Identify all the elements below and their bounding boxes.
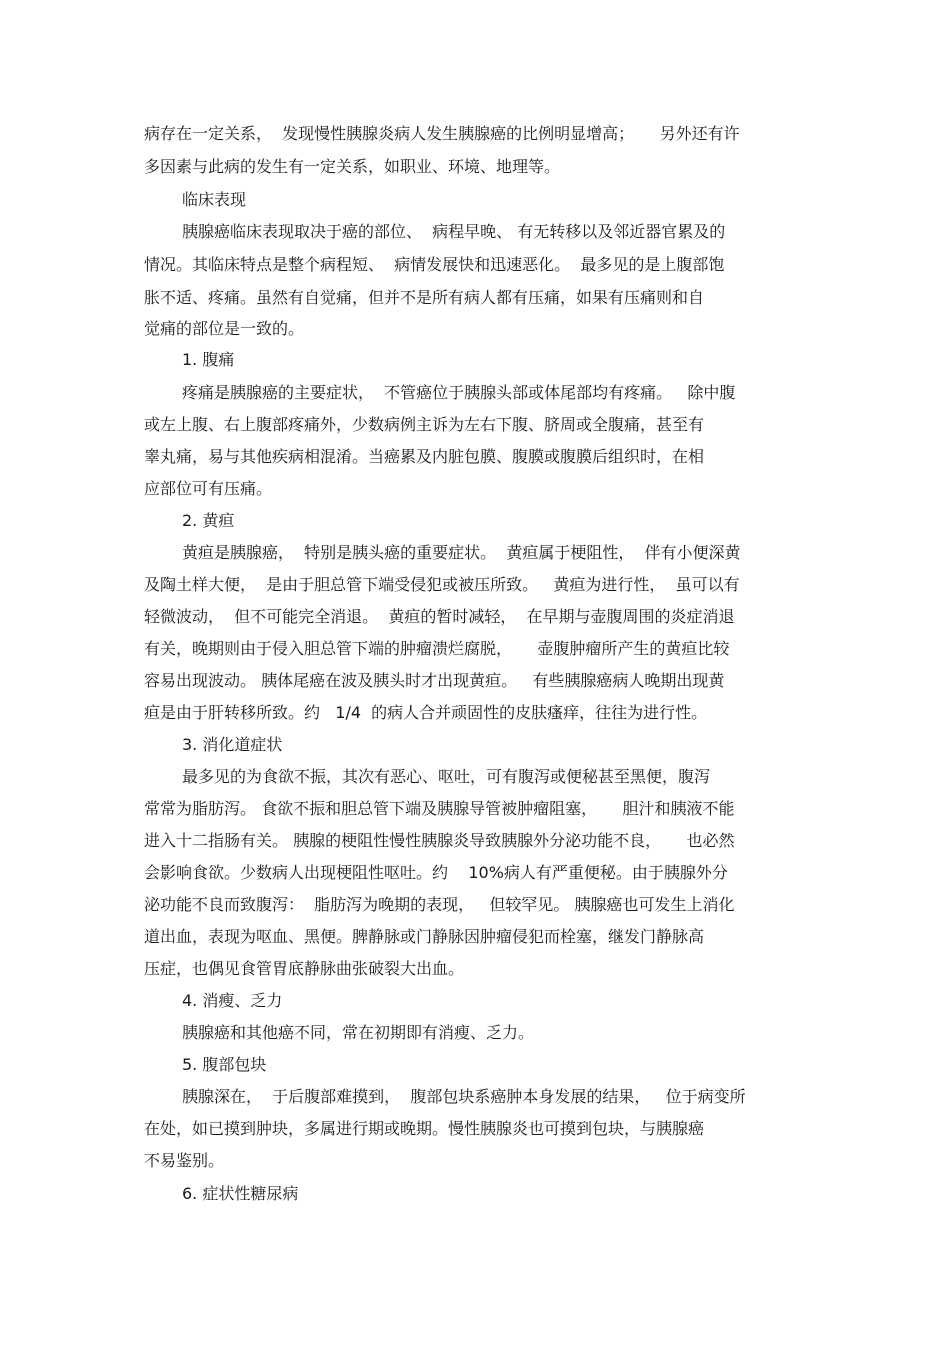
text-line: 有关，晚期则由于侵入胆总管下端的肿瘤溃烂腐脱， 壶腹肿瘤所产生的黄疸比较 (144, 639, 730, 658)
text-line: 或左上腹、右上腹部疼痛外，少数病例主诉为左右下腹、脐周或全腹痛，甚至有 (144, 415, 705, 434)
text-line: 黄疸是胰腺癌， 特别是胰头癌的重要症状。 黄疸属于梗阻性， 伴有小便深黄 (182, 543, 741, 562)
text-line: 容易出现波动。 胰体尾癌在波及胰头时才出现黄疸。 有些胰腺癌病人晚期出现黄 (144, 671, 725, 690)
text-line: 病存在一定关系， 发现慢性胰腺炎病人发生胰腺癌的比例明显增高； 另外还有许 (144, 124, 740, 143)
text-line: 胰腺深在， 于后腹部难摸到， 腹部包块系癌肿本身发展的结果， 位于病变所 (182, 1087, 746, 1106)
section-heading: 6. 症状性糖尿病 (182, 1184, 299, 1203)
section-heading: 5. 腹部包块 (182, 1055, 267, 1074)
text-line: 觉痛的部位是一致的。 (144, 319, 305, 338)
text-line: 胰腺癌和其他癌不同，常在初期即有消瘦、乏力。 (182, 1023, 535, 1042)
section-heading: 3. 消化道症状 (182, 735, 283, 754)
section-heading: 2. 黄疸 (182, 511, 235, 530)
text-line: 常常为脂肪泻。 食欲不振和胆总管下端及胰腺导管被肿瘤阻塞， 胆汁和胰液不能 (144, 799, 735, 818)
text-line: 胰腺癌临床表现取决于癌的部位、 病程早晚、 有无转移以及邻近器官累及的 (182, 222, 726, 241)
text-line: 压症，也偶见食管胃底静脉曲张破裂大出血。 (144, 959, 465, 978)
text-line: 泌功能不良而致腹泻： 脂肪泻为晚期的表现， 但较罕见。 胰腺癌也可发生上消化 (144, 895, 735, 914)
text-line: 情况。其临床特点是整个病程短、 病情发展快和迅速恶化。 最多见的是上腹部饱 (144, 255, 725, 274)
text-line: 道出血，表现为呕血、黑便。脾静脉或门静脉因肿瘤侵犯而栓塞，继发门静脉高 (144, 927, 705, 946)
section-heading: 4. 消瘦、乏力 (182, 991, 283, 1010)
text-line: 不易鉴别。 (144, 1151, 225, 1170)
text-line: 轻微波动， 但不可能完全消退。 黄疸的暂时减轻， 在早期与壶腹周围的炎症消退 (144, 607, 735, 626)
text-line: 疸是由于肝转移所致。约 1/4 的病人合并顽固性的皮肤瘙痒，往往为进行性。 (144, 703, 708, 722)
text-line: 会影响食欲。少数病人出现梗阻性呕吐。约 10%病人有严重便秘。由于胰腺外分 (144, 863, 728, 882)
text-line: 应部位可有压痛。 (144, 479, 273, 498)
text-line: 睾丸痛，易与其他疾病相混淆。当癌累及内脏包膜、腹膜或腹膜后组织时，在相 (144, 447, 705, 466)
text-line: 多因素与此病的发生有一定关系，如职业、环境、地理等。 (144, 157, 561, 176)
section-heading: 1. 腹痛 (182, 350, 235, 369)
text-line: 疼痛是胰腺癌的主要症状， 不管癌位于胰腺头部或体尾部均有疼痛。 除中腹 (182, 383, 736, 402)
text-line: 及陶土样大便， 是由于胆总管下端受侵犯或被压所致。 黄疸为进行性， 虽可以有 (144, 575, 740, 594)
text-line: 最多见的为食欲不振，其次有恶心、呕吐，可有腹泻或便秘甚至黑便，腹泻 (182, 767, 711, 786)
text-line: 胀不适、疼痛。虽然有自觉痛，但并不是所有病人都有压痛，如果有压痛则和自 (144, 288, 705, 307)
text-line: 在处，如已摸到肿块，多属进行期或晚期。慢性胰腺炎也可摸到包块，与胰腺癌 (144, 1119, 705, 1138)
text-line: 进入十二指肠有关。 胰腺的梗阻性慢性胰腺炎导致胰腺外分泌功能不良， 也必然 (144, 831, 735, 850)
section-heading: 临床表现 (182, 190, 247, 209)
